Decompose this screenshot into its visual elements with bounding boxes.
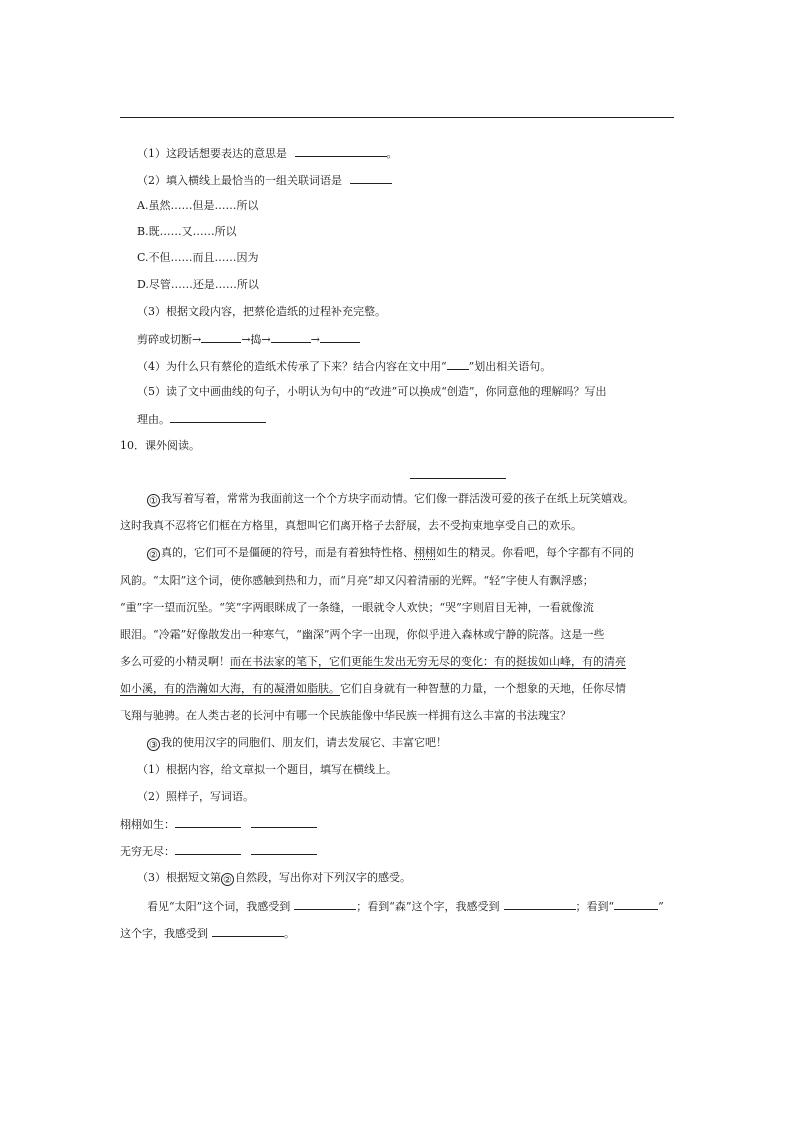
q10-1: （1）根据内容，给文章拟一个题目，填写在横线上。 <box>137 763 397 776</box>
q10-2-row-1-label: 栩栩如生： <box>120 818 175 831</box>
article-title-blank[interactable] <box>410 478 506 479</box>
p2-l5-a: 多么可爱的小精灵啊！ <box>120 655 230 668</box>
q10-3-blank-feeling[interactable] <box>212 926 284 937</box>
q10-3-l2-a: 这个字，我感受到 <box>120 927 208 940</box>
q9-2-option-d: D.尽管……还是……所以 <box>137 278 259 291</box>
q9-1 <box>137 146 398 161</box>
flow-blank-3[interactable] <box>320 332 360 343</box>
paragraph-1-text-1: 我写着写着，常常为我面前这一个个方块字而动情。它们像一群活泼可爱的孩子在纸上玩笑嬉戏。 <box>161 492 634 505</box>
q10-3-l1-c: ；看到“ <box>575 900 615 913</box>
q10-3-text-b: 自然段，写出你对下列汉字的感受。 <box>235 871 411 884</box>
q9-5-line2 <box>137 412 266 427</box>
paragraph-2-line-4: 眼泪。“冷霜”好像散发出一种寒气，“幽深”两个字一出现，你似乎进入森林或宁静的院落。这是一些 <box>120 628 605 641</box>
p2-l1-a: 真的，它们可不是僵硬的符号，而是有着独特性格、 <box>161 546 414 559</box>
paragraph-3-text: 我的使用汉字的同胞们、朋友们，请去发展它、丰富它吧！ <box>161 736 447 749</box>
q10-3-l1-d: ” <box>658 900 664 913</box>
q10-3 <box>137 871 411 886</box>
paragraph-2-number: ② <box>147 548 160 561</box>
paragraph-2-line-7: 飞翔与驰骋。在人类古老的长河中有哪一个民族能像中华民族一样拥有这么丰富的书法瑰宝？ <box>120 709 571 722</box>
flow-start: 剪碎或切断→ <box>137 333 202 346</box>
p2-l6-underlined: 如小溪，有的浩瀚如大海，有的凝滑如脂肤。 <box>120 682 340 695</box>
q10-3-line-2 <box>120 926 295 941</box>
flow-arrow-2: → <box>310 333 320 346</box>
q9-4-mark-blank <box>447 359 469 370</box>
q10-3-l1-a: 看见“太阳”这个词，我感受到 <box>147 900 291 913</box>
paragraph-3-line-1 <box>147 736 447 751</box>
q9-2-text: （2）填入横线上最恰当的一组关联词语是 <box>137 174 342 187</box>
paragraph-1-number: ① <box>147 494 160 507</box>
flow-blank-1[interactable] <box>201 332 241 343</box>
q9-2-option-b: B.既……又……所以 <box>137 225 237 238</box>
q10-3-blank-forest[interactable] <box>504 899 576 910</box>
q10-3-paragraph-number: ② <box>221 873 234 886</box>
q9-4-text-b: ”划出相关语句。 <box>468 360 552 373</box>
section-10-heading: 10．课外阅读。 <box>120 439 200 452</box>
q9-2-option-c: C.不但……而且……因为 <box>137 251 259 264</box>
q10-3-blank-sun[interactable] <box>294 899 356 910</box>
q9-2-option-a: A.虽然……但是……所以 <box>137 199 259 212</box>
flow-blank-2[interactable] <box>271 332 311 343</box>
q10-3-blank-char[interactable] <box>614 899 658 910</box>
paragraph-2-line-6 <box>120 682 626 696</box>
flow-arrow-1: →捣→ <box>241 333 271 346</box>
q9-1-end: 。 <box>386 147 398 160</box>
p2-l5-underlined: 而在书法家的笔下，它们更能生发出无穷无尽的变化：有的挺拔如山峰，有的清亮 <box>230 655 626 668</box>
paragraph-2-line-1 <box>147 546 634 561</box>
q9-1-answer-blank[interactable] <box>295 146 387 157</box>
q9-3: （3）根据文段内容，把蔡伦造纸的过程补充完整。 <box>137 305 386 318</box>
q9-4-text-a: （4）为什么只有蔡伦的造纸术传承了下来？结合内容在文中用“ <box>137 360 447 373</box>
q10-3-line-1 <box>147 899 664 914</box>
p2-l1-b: 如生的精灵。你看吧，每个字都有不同的 <box>436 546 634 559</box>
paragraph-2-line-5 <box>120 655 626 669</box>
q10-2-row-1-blank-2[interactable] <box>251 817 317 828</box>
q9-5-line1: （5）读了文中画曲线的句子，小明认为句中的“改进”可以换成“创造”，你同意他的理解吗？写出 <box>137 385 607 398</box>
q10-2-row-2-blank-1[interactable] <box>175 844 241 855</box>
q10-2-row-2-label: 无穷无尽： <box>120 845 175 858</box>
q10-2-row-2 <box>120 844 317 859</box>
q10-3-l2-b: 。 <box>284 927 295 940</box>
paragraph-2-line-3: “重”字一望而沉坠。“笑”字两眼眯成了一条缝，一眼就令人欢快；“哭”字则眉目无神，一看就像流 <box>120 601 594 614</box>
q9-5-text: 理由。 <box>137 413 170 426</box>
q10-3-l1-b: ；看到“森”这个字，我感受到 <box>356 900 500 913</box>
q9-4 <box>137 359 551 374</box>
paragraph-1-line-1 <box>147 492 634 507</box>
q10-2: （2）照样子，写词语。 <box>137 790 254 803</box>
q9-1-text: （1）这段话想要表达的意思是 <box>137 147 287 160</box>
q10-3-text-a: （3）根据短文第 <box>137 871 221 884</box>
q10-2-row-1-blank-1[interactable] <box>175 817 241 828</box>
q10-2-row-1 <box>120 817 317 832</box>
q10-2-row-2-blank-2[interactable] <box>251 844 317 855</box>
q9-5-answer-blank[interactable] <box>170 412 266 423</box>
q9-2 <box>137 173 392 188</box>
paragraph-3-number: ③ <box>147 738 160 751</box>
q9-2-answer-blank[interactable] <box>350 173 392 184</box>
p2-l1-dotted-word: 栩栩 <box>414 546 436 559</box>
q9-3-flow <box>137 332 360 347</box>
paragraph-1-line-2: 这时我真不忍将它们框在方格里，真想叫它们离开格子去舒展，去不受拘束地享受自己的欢乐。 <box>120 519 582 532</box>
header-rule <box>120 117 674 118</box>
paragraph-2-line-2: 风韵。“太阳”这个词，使你感触到热和力，而“月亮”却又闪着清丽的光辉。“轻”字使人有飘浮感； <box>120 574 594 587</box>
p2-l6-b: 它们自身就有一种智慧的力量，一个想象的天地，任你尽情 <box>340 682 626 695</box>
